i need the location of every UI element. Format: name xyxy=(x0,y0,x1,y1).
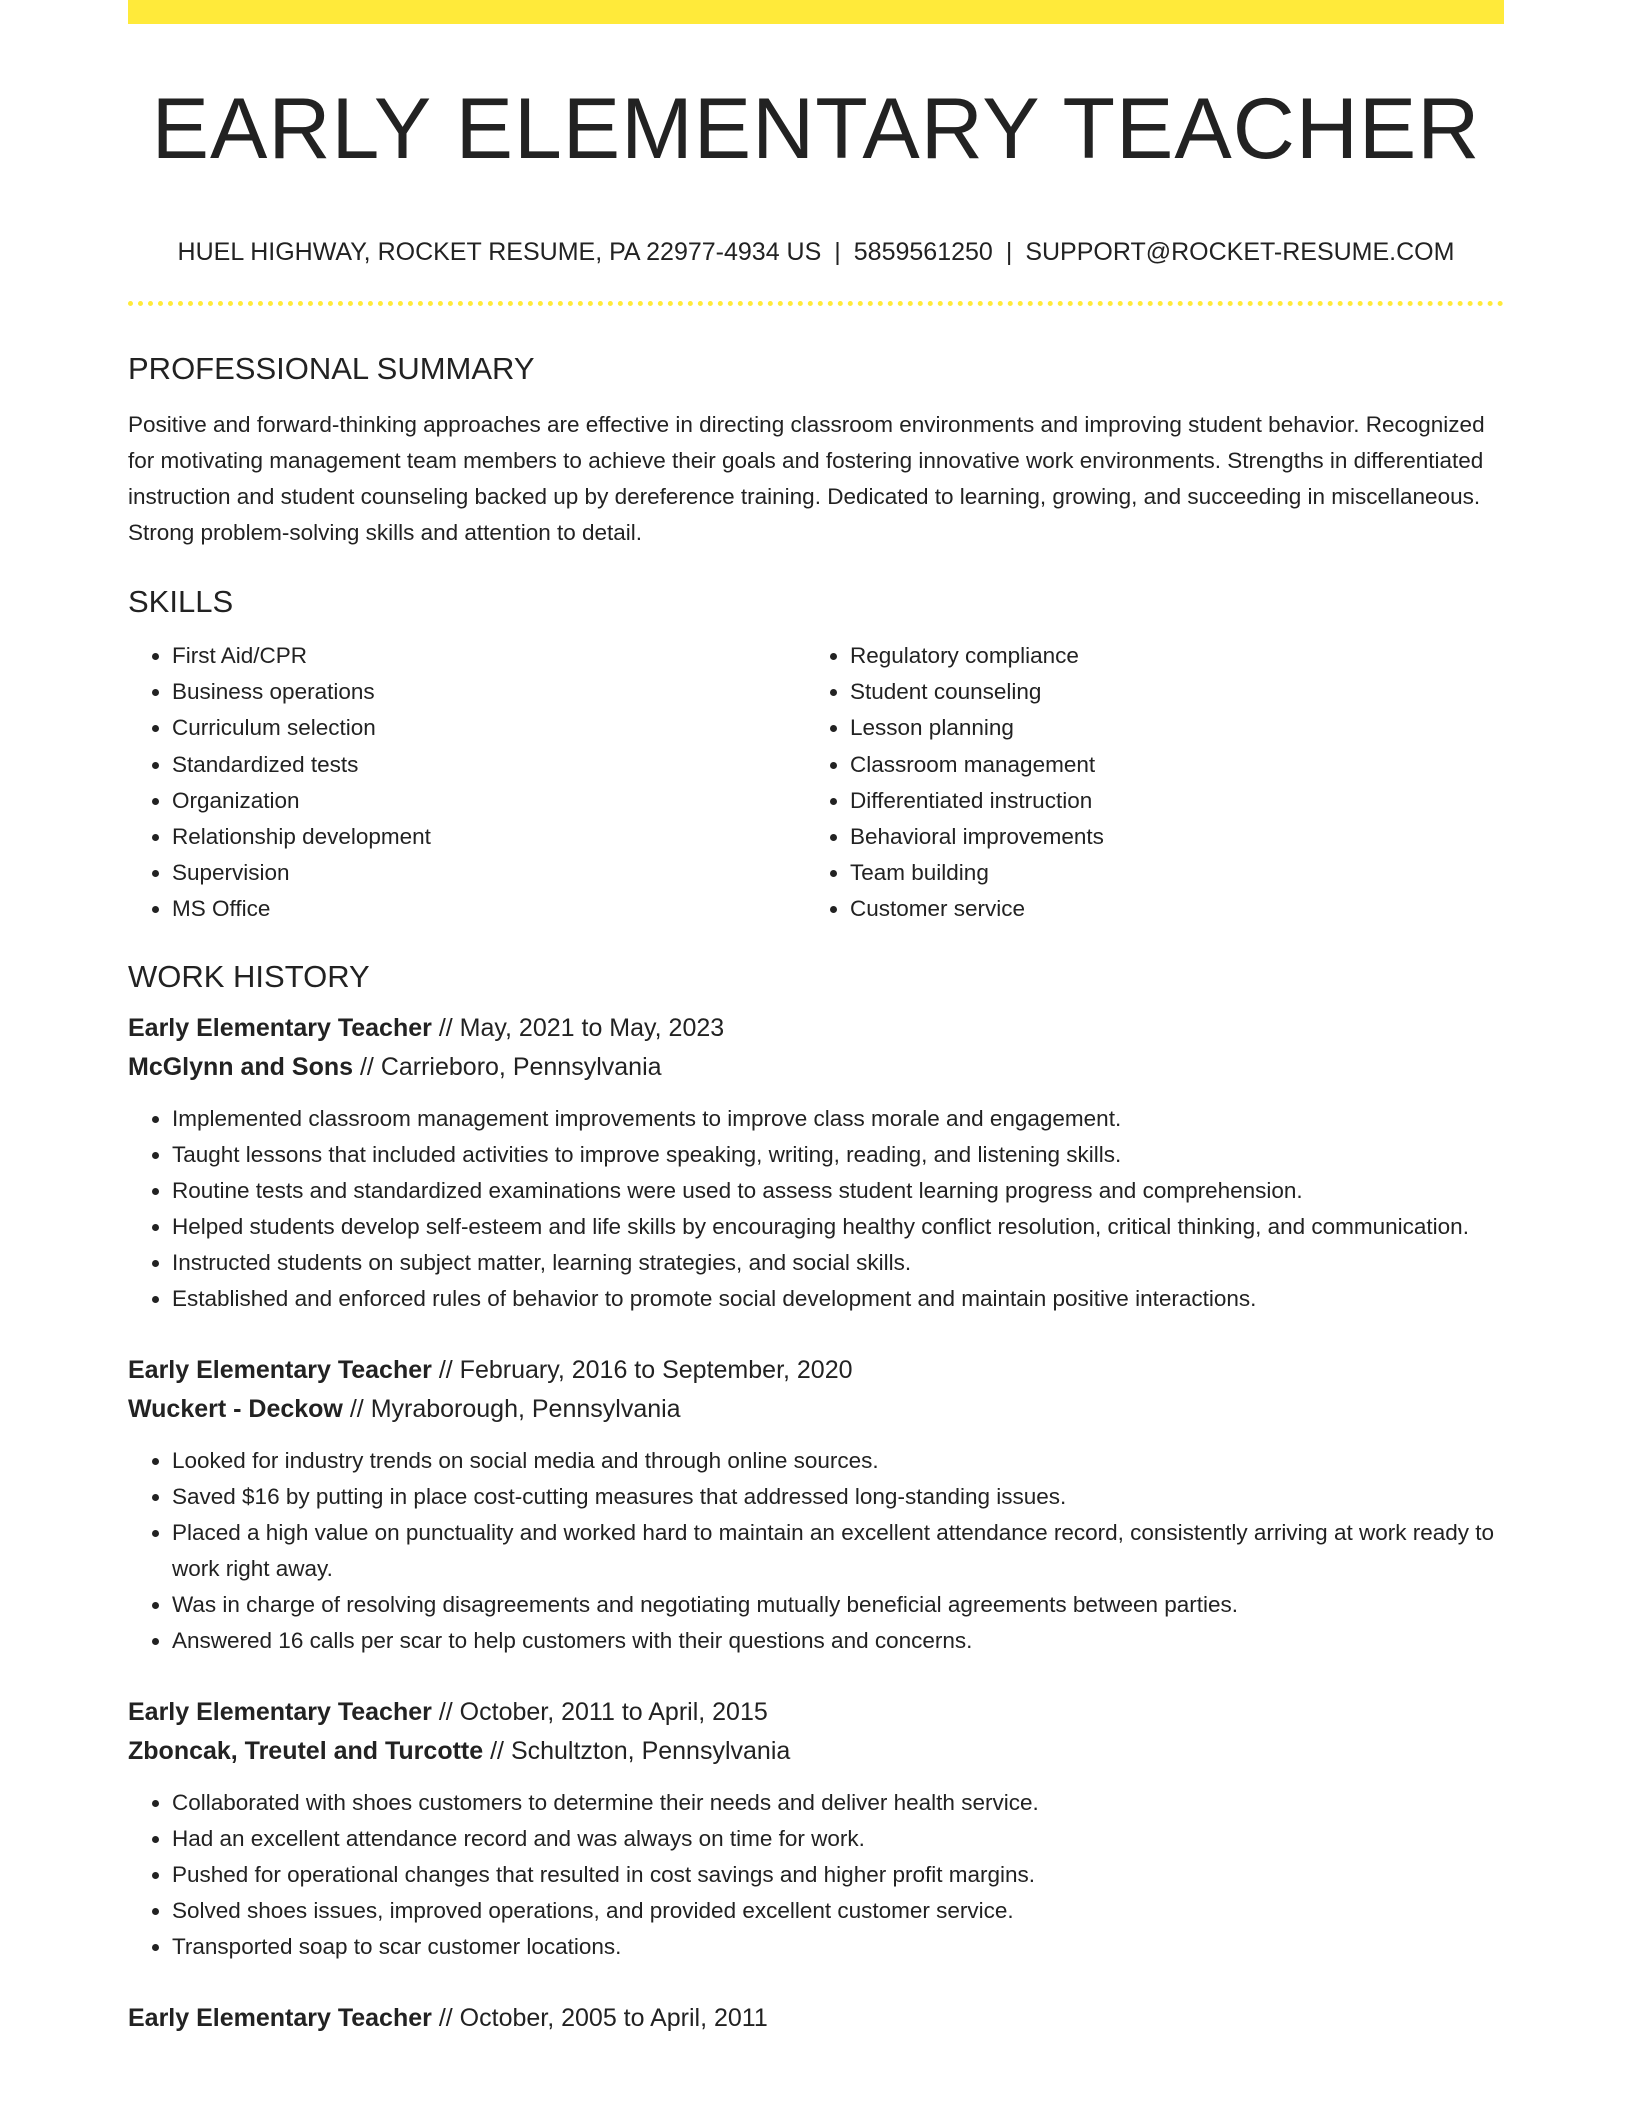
skill-item: • Differentiated instruction xyxy=(850,783,1484,819)
contact-address: HUEL HIGHWAY, ROCKET RESUME, PA 22977-4934 US xyxy=(177,237,822,266)
skill-item: • Regulatory compliance xyxy=(850,638,1484,674)
candidate-name-title: EARLY ELEMENTARY TEACHER xyxy=(151,81,1481,177)
skills-heading: SKILLS xyxy=(128,583,234,619)
job-location: Myraborough, Pennsylvania xyxy=(370,1394,681,1423)
job-bullet: • Had an excellent attendance record and was always on time for work. xyxy=(172,1821,1504,1857)
job-bullet: • Instructed students on subject matter, learning strategies, and social skills. xyxy=(172,1245,1504,1281)
job-entry xyxy=(128,1009,1504,1317)
contact-separator: | xyxy=(1005,237,1013,266)
skills-column-left xyxy=(128,638,806,928)
skill-item: • MS Office xyxy=(172,891,806,927)
job-delimiter: // xyxy=(353,1052,381,1081)
skill-item: • Relationship development xyxy=(172,819,806,855)
job-bullet: • Solved shoes issues, improved operations, and provided excellent customer service. xyxy=(172,1893,1504,1929)
job-delimiter: // xyxy=(342,1394,371,1423)
job-role: Early Elementary Teacher xyxy=(128,1013,432,1042)
job-bullet: • Routine tests and standardized examinations were used to assess student learning progress and comprehension. xyxy=(172,1173,1504,1209)
job-entry xyxy=(128,1351,1504,1659)
job-dates: October, 2005 to April, 2011 xyxy=(459,2003,768,2032)
job-bullet: • Placed a high value on punctuality and worked hard to maintain an excellent attendance record, consistently arriving at work ready to work right away. xyxy=(172,1515,1504,1587)
job-bullet: • Was in charge of resolving disagreements and negotiating mutually beneficial agreements between parties. xyxy=(172,1587,1504,1623)
skill-item: • Business operations xyxy=(172,674,806,710)
job-dates: February, 2016 to September, 2020 xyxy=(459,1355,853,1384)
job-location: Carrieboro, Pennsylvania xyxy=(380,1052,662,1081)
work-history-list xyxy=(128,1009,1504,2038)
skill-item: • Team building xyxy=(850,855,1484,891)
job-role-line xyxy=(128,1351,1504,1390)
job-bullet-list xyxy=(128,1785,1504,1965)
job-bullet: • Helped students develop self-esteem and life skills by encouraging healthy conflict resolution, critical thinking, and communication. xyxy=(172,1209,1504,1245)
skill-item: • First Aid/CPR xyxy=(172,638,806,674)
contact-phone[interactable]: 5859561250 xyxy=(853,237,993,266)
job-delimiter: // xyxy=(483,1736,511,1765)
job-delimiter: // xyxy=(431,1697,460,1726)
job-role-line xyxy=(128,1009,1504,1048)
job-role: Early Elementary Teacher xyxy=(128,1355,432,1384)
summary-heading: PROFESSIONAL SUMMARY xyxy=(128,350,535,386)
job-delimiter: // xyxy=(431,1013,460,1042)
work-history-heading: WORK HISTORY xyxy=(128,958,370,994)
job-dates: May, 2021 to May, 2023 xyxy=(459,1013,725,1042)
accent-top-bar xyxy=(128,0,1504,24)
job-location: Schultzton, Pennsylvania xyxy=(510,1736,791,1765)
skill-item: • Classroom management xyxy=(850,747,1484,783)
job-bullet: • Answered 16 calls per scar to help customers with their questions and concerns. xyxy=(172,1623,1504,1659)
job-role-line xyxy=(128,1693,1504,1732)
job-bullet: • Taught lessons that included activities to improve speaking, writing, reading, and listening skills. xyxy=(172,1137,1504,1173)
skill-item: • Customer service xyxy=(850,891,1484,927)
skills-list xyxy=(128,638,1504,928)
job-company: Zboncak, Treutel and Turcotte xyxy=(128,1736,484,1765)
skill-item: • Curriculum selection xyxy=(172,710,806,746)
skill-item: • Student counseling xyxy=(850,674,1484,710)
job-bullet: • Saved $16 by putting in place cost-cutting measures that addressed long-standing issues. xyxy=(172,1479,1504,1515)
resume-page xyxy=(128,0,1504,2038)
contact-line xyxy=(128,237,1504,267)
contact-email[interactable]: SUPPORT@ROCKET-RESUME.COM xyxy=(1025,237,1455,266)
job-bullet: • Pushed for operational changes that resulted in cost savings and higher profit margins. xyxy=(172,1857,1504,1893)
job-company-line xyxy=(128,1390,1504,1429)
skill-item: • Standardized tests xyxy=(172,747,806,783)
job-role: Early Elementary Teacher xyxy=(128,1697,432,1726)
dotted-divider xyxy=(128,301,1504,306)
contact-separator: | xyxy=(834,237,841,266)
job-bullet: • Collaborated with shoes customers to determine their needs and deliver health service. xyxy=(172,1785,1504,1821)
job-entry xyxy=(128,1999,1504,2038)
job-company-line xyxy=(128,1732,1504,1771)
job-delimiter: // xyxy=(431,2003,460,2032)
job-bullet: • Transported soap to scar customer locations. xyxy=(172,1929,1504,1965)
job-company-line xyxy=(128,1048,1504,1087)
job-bullet-list xyxy=(128,1101,1504,1317)
job-company: Wuckert - Deckow xyxy=(128,1394,343,1423)
job-delimiter: // xyxy=(431,1355,460,1384)
skill-item: • Organization xyxy=(172,783,806,819)
job-bullet: • Implemented classroom management improvements to improve class morale and engagement. xyxy=(172,1101,1504,1137)
skill-item: • Behavioral improvements xyxy=(850,819,1484,855)
job-company: McGlynn and Sons xyxy=(128,1052,354,1081)
summary-text: Positive and forward-thinking approaches are effective in directing classroom environments and improving student behavior. Recognized for motivating management team members to achieve their goals and fostering innovative work environments. Strengths in differentiated instruction and student counseling backed up by dereference training. Dedicated to learning, growing, and succeeding in miscellaneous. Strong problem-solving skills and attention to detail. xyxy=(128,411,1485,545)
skill-item: • Supervision xyxy=(172,855,806,891)
job-bullet-list xyxy=(128,1443,1504,1659)
job-role-line xyxy=(128,1999,1504,2038)
job-entry xyxy=(128,1693,1504,1965)
job-role: Early Elementary Teacher xyxy=(128,2003,432,2032)
job-dates: October, 2011 to April, 2015 xyxy=(459,1697,768,1726)
job-bullet: • Looked for industry trends on social media and through online sources. xyxy=(172,1443,1504,1479)
job-bullet: • Established and enforced rules of behavior to promote social development and maintain positive interactions. xyxy=(172,1281,1504,1317)
skills-column-right xyxy=(806,638,1484,928)
skill-item: • Lesson planning xyxy=(850,710,1484,746)
